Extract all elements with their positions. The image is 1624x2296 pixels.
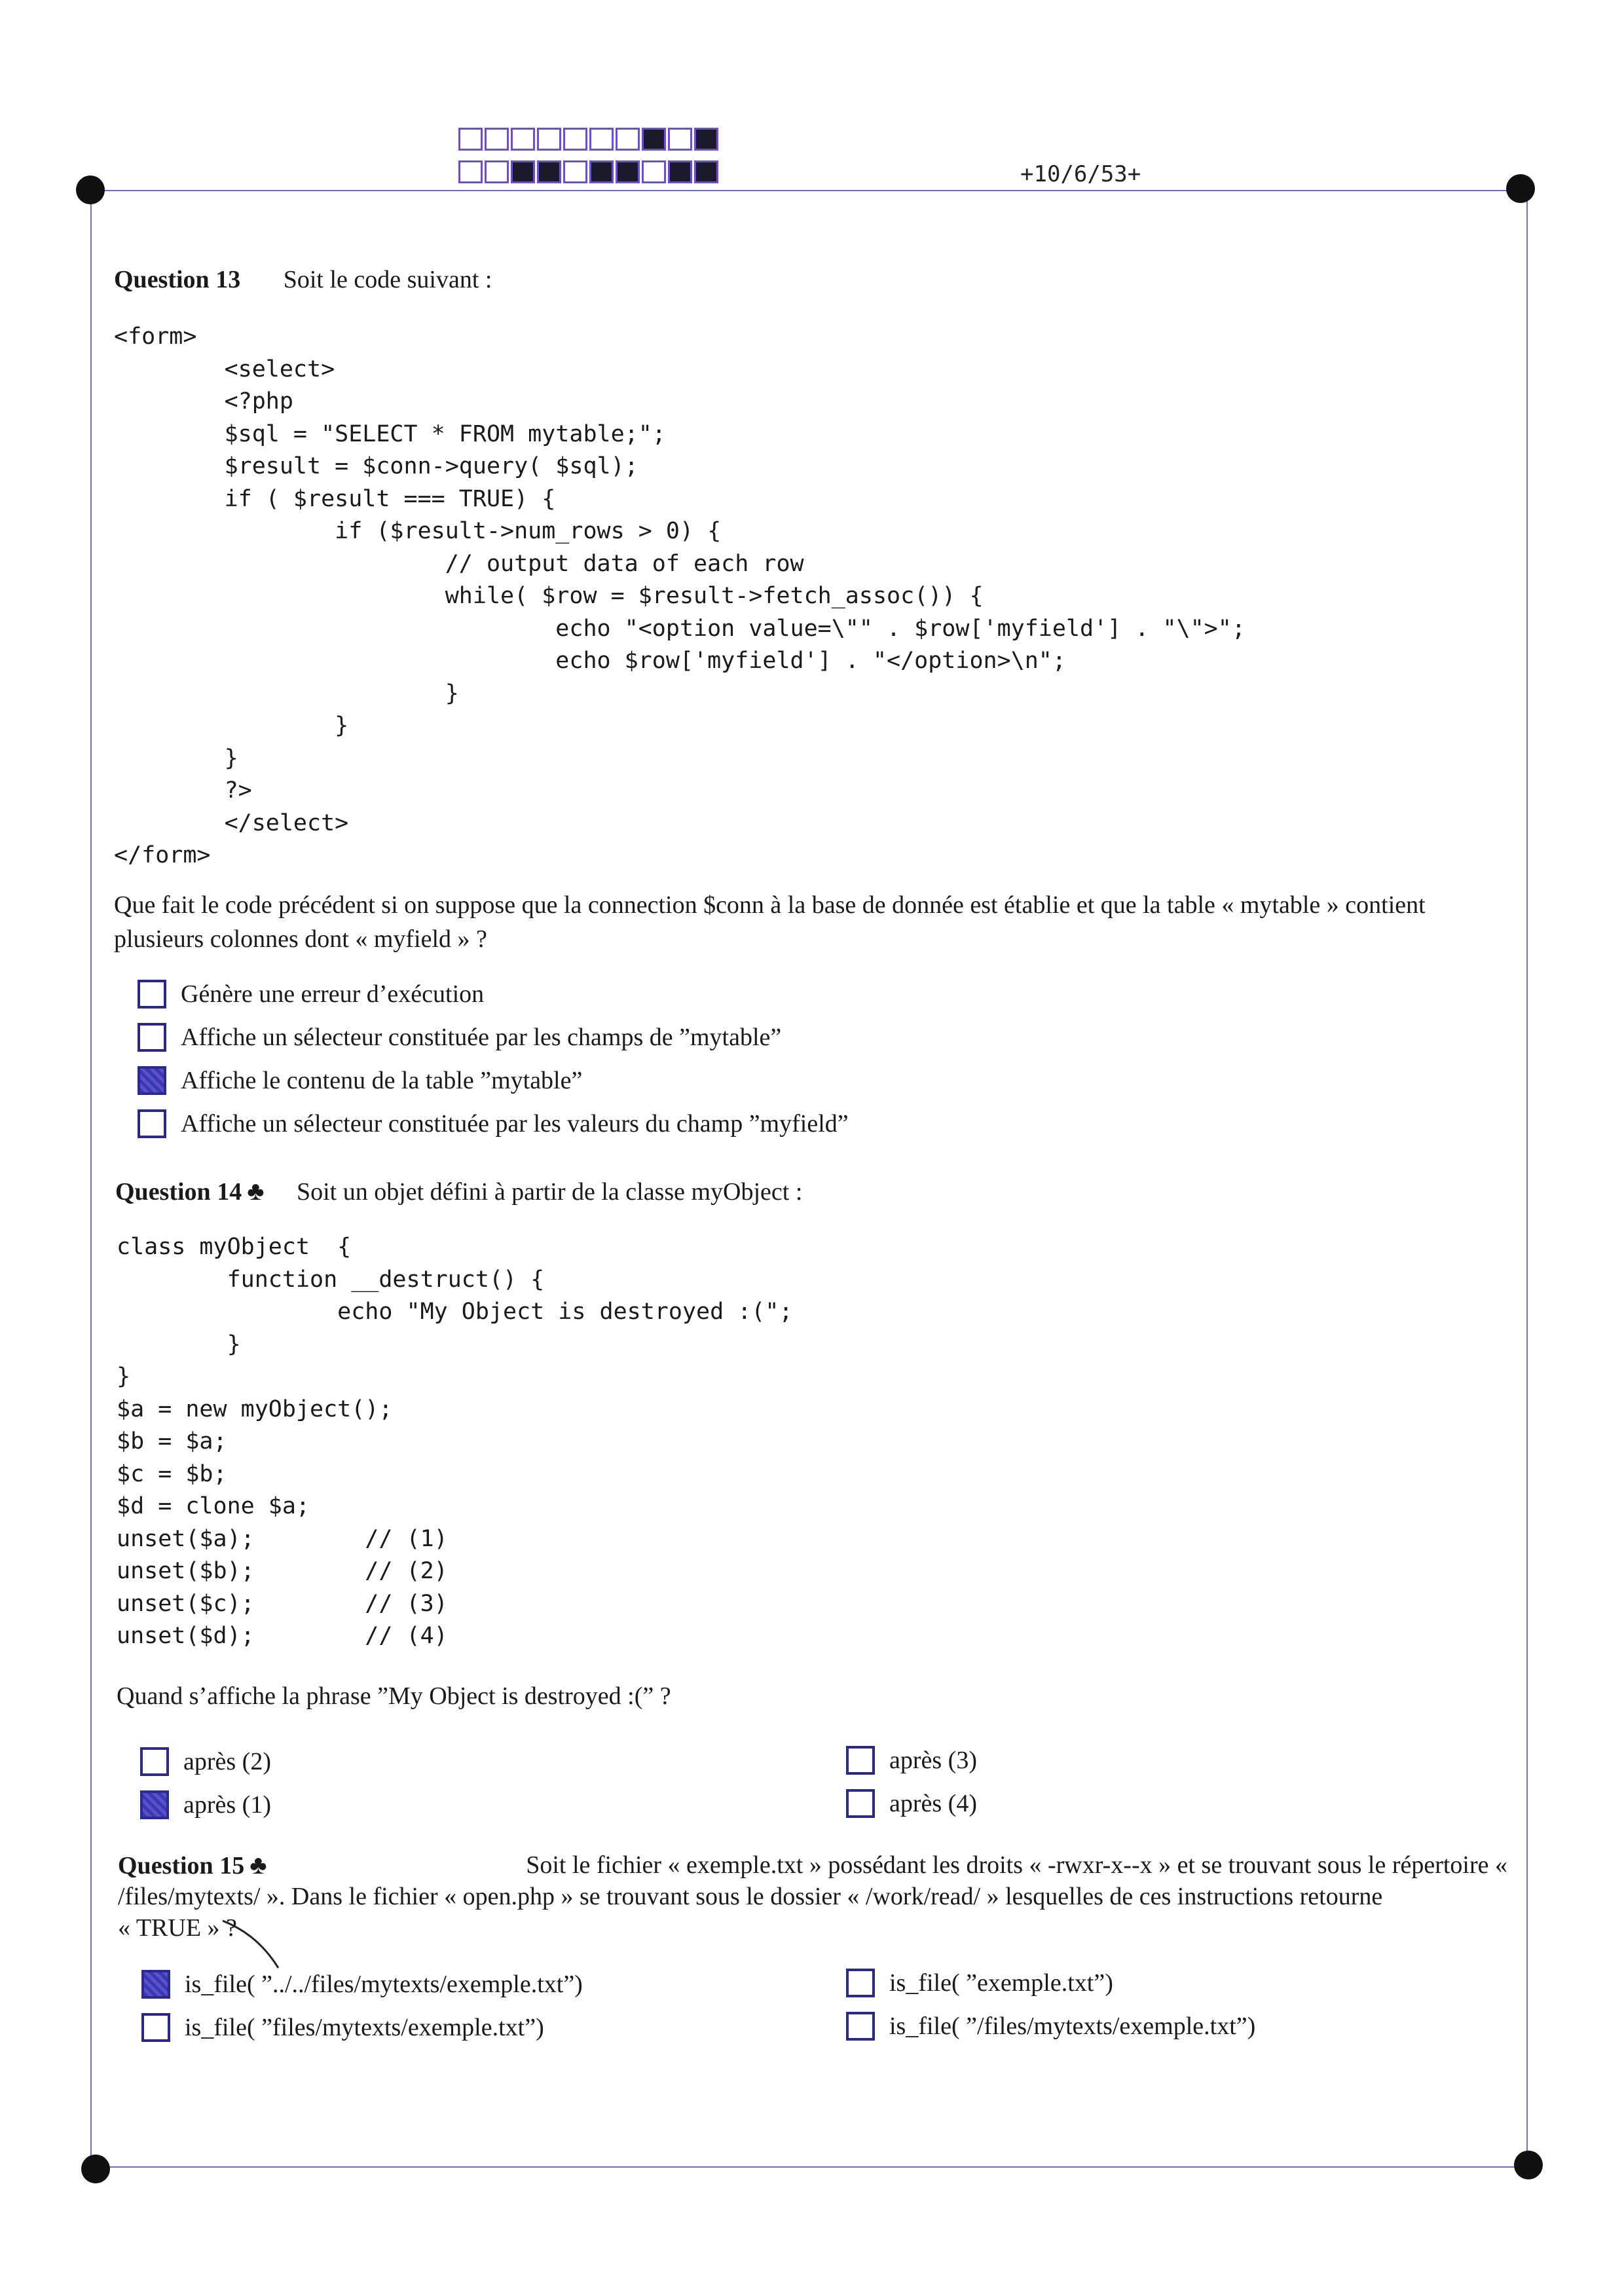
q15-option-relative-up[interactable] [141, 1970, 583, 1999]
question-13-text: Que fait le code précédent si on suppose que la connection $conn à la base de donnée est établie et que la table « mytable » contient plusieurs colonnes dont « myfield » ? [114, 891, 1426, 953]
option-label: is_file( ”exemple.txt”) [889, 1969, 1113, 1997]
question-13-intro: Soit le code suivant : [283, 266, 492, 293]
checkbox[interactable] [846, 1969, 875, 1997]
option-label: après (3) [889, 1747, 977, 1774]
barcode-cell [563, 128, 587, 151]
q14-option-after-3[interactable] [846, 1746, 977, 1775]
checkbox-checked[interactable] [140, 1790, 169, 1819]
option-label: après (4) [889, 1790, 977, 1817]
option-label: is_file( ”files/mytexts/exemple.txt”) [185, 2014, 544, 2041]
question-15-line-1 [118, 1848, 1507, 1883]
question-15-label: Question 15 [118, 1852, 245, 1879]
barcode-cell [616, 160, 640, 183]
barcode-cell [563, 160, 587, 183]
barcode-cell [668, 160, 692, 183]
option-label: Affiche le contenu de la table ”mytable” [181, 1067, 583, 1094]
checkbox[interactable] [846, 2012, 875, 2041]
barcode-cell [616, 128, 640, 151]
question-14-header [115, 1176, 802, 1206]
question-14-code: class myObject { function __destruct() { echo "My Object is destroyed :("; } } $a = new myObject(); $b = $a; $c = $b; $d = clone $a; unset($a); // (1) unset($b); // (2) unset($c); // (3) unset($d); // (4) [117, 1234, 793, 1649]
checkbox[interactable] [141, 2013, 170, 2042]
question-14-label: Question 14 [115, 1178, 242, 1206]
barcode-cell [511, 128, 535, 151]
option-label: is_file( ”../../files/mytexts/exemple.txt”) [185, 1971, 583, 1998]
q15-option-filename-only[interactable] [846, 1969, 1113, 1997]
q13-option-4[interactable] [138, 1109, 849, 1138]
option-label: après (2) [183, 1748, 271, 1775]
option-label: Affiche un sélecteur constituée par les valeurs du champ ”myfield” [181, 1110, 849, 1138]
q15-option-absolute[interactable] [846, 2012, 1255, 2041]
checkbox[interactable] [140, 1747, 169, 1776]
question-14-text: Quand s’affiche la phrase ”My Object is destroyed :(” ? [117, 1682, 671, 1710]
barcode-cell [458, 128, 483, 151]
checkbox-checked[interactable] [138, 1066, 166, 1095]
barcode-cell [458, 160, 483, 183]
barcode-cell [537, 128, 561, 151]
checkbox[interactable] [846, 1789, 875, 1818]
question-15-line-3: « TRUE » ? [118, 1914, 237, 1942]
barcode-cell [589, 128, 614, 151]
barcode-cell [642, 160, 666, 183]
q14-option-after-4[interactable] [846, 1789, 977, 1818]
checkbox[interactable] [138, 980, 166, 1009]
barcode-cell [694, 128, 718, 151]
q13-option-1[interactable] [138, 980, 484, 1009]
pen-stroke [216, 1916, 301, 1988]
question-15-line-2: /files/mytexts/ ». Dans le fichier « open.php » se trouvant sous le dossier « /work/read/ » lesquelles de ces instructions retourne [118, 1883, 1383, 1910]
checkbox[interactable] [846, 1746, 875, 1775]
question-13-label: Question 13 [114, 266, 241, 293]
club-icon: ♣ [249, 1850, 267, 1879]
corner-mark-top-left [76, 176, 105, 204]
option-label: après (1) [183, 1791, 271, 1819]
checkbox-checked[interactable] [141, 1970, 170, 1999]
checkbox[interactable] [138, 1109, 166, 1138]
question-15-text-1: Soit le fichier « exemple.txt » possédant les droits « -rwxr-x--x » et se trouvant sous le répertoire « [526, 1851, 1507, 1879]
q15-option-relative[interactable] [141, 2013, 544, 2042]
barcode-cell [668, 128, 692, 151]
question-14-intro: Soit un objet défini à partir de la classe myObject : [296, 1178, 803, 1206]
barcode-cell [589, 160, 614, 183]
corner-mark-bottom-left [81, 2155, 110, 2183]
page-code: +10/6/53+ [1020, 161, 1141, 187]
q13-option-2[interactable] [138, 1023, 781, 1052]
barcode-cell [694, 160, 718, 183]
question-13-code: <form> <select> <?php $sql = "SELECT * FROM mytable;"; $result = $conn->query( $sql); if ( $result === TRUE) { if ($result->num_rows > 0) { // output data of each row while( $row = $result->fetch_assoc()) { echo "<option value=\"" . $row['myfield'] . "\">"; echo $row['myfield'] . "</option>\n"; } } } ?> </select> </form> [114, 324, 1246, 868]
option-label: is_file( ”/files/mytexts/exemple.txt”) [889, 2012, 1256, 2040]
q14-option-after-2[interactable] [140, 1747, 271, 1776]
q13-option-3[interactable] [138, 1066, 582, 1095]
option-label: Génère une erreur d’exécution [181, 980, 485, 1008]
corner-mark-bottom-right [1514, 2151, 1543, 2179]
barcode-row-bottom [458, 160, 720, 183]
question-15-header [118, 1848, 267, 1883]
barcode-row-top [458, 128, 720, 151]
corner-mark-top-right [1506, 174, 1535, 203]
barcode-cell [485, 128, 509, 151]
club-icon: ♣ [247, 1176, 265, 1206]
checkbox[interactable] [138, 1023, 166, 1052]
question-13-header [114, 265, 492, 294]
barcode-cell [485, 160, 509, 183]
option-label: Affiche un sélecteur constituée par les champs de ”mytable” [181, 1024, 782, 1051]
q14-option-after-1[interactable] [140, 1790, 271, 1819]
barcode-cell [537, 160, 561, 183]
barcode-cell [642, 128, 666, 151]
barcode-cell [511, 160, 535, 183]
